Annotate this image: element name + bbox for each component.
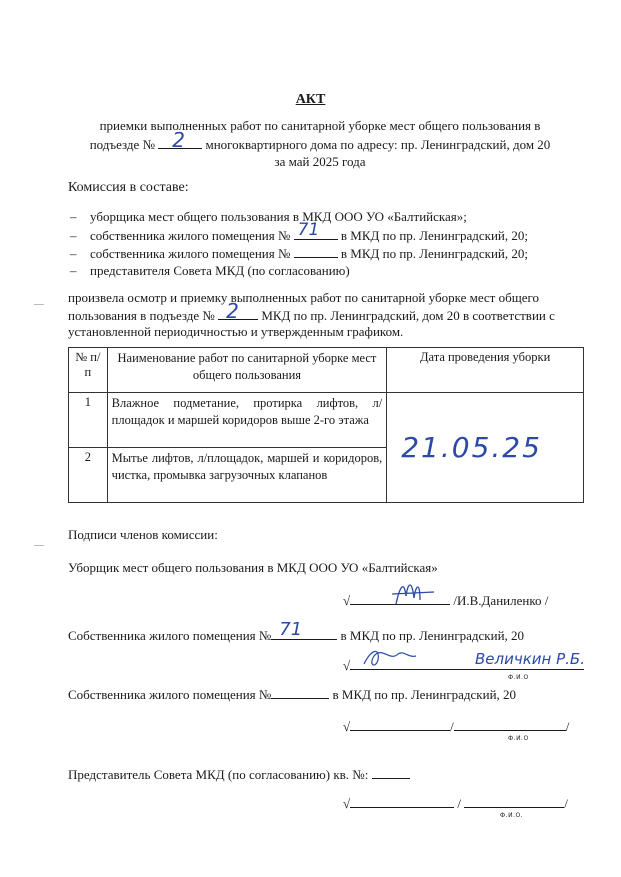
subtitle-line-1: приемки выполненных работ по санитарной уборке мест общего пользования в (99, 118, 541, 133)
margin-mark (34, 304, 44, 305)
signatures-heading: Подписи членов комиссии: (68, 527, 218, 542)
cleaner-signature-line: √ /И.В.Даниленко / (343, 593, 549, 608)
entrance-number-field (218, 299, 258, 323)
document-title: АКТ (295, 92, 326, 107)
subtitle-line-2: подъезде № 2 многоквартирного дома по адресу: пр. Ленинградский, дом 20 (89, 128, 551, 152)
owner1-apartment-handwritten: 71 (279, 619, 303, 640)
owner1-fio-caption: Ф.И.О (508, 674, 529, 681)
header-number: № п/п (69, 348, 108, 393)
table-header-row (69, 348, 584, 393)
owner2-signature-line: √ / / (343, 719, 570, 734)
header-date: Дата проведения уборки (387, 348, 584, 393)
member-item: – представителя Совета МКД (по согласованию) (70, 263, 350, 278)
row-work: Влажное подметание, протирка лифтов, л/площадок и маршей коридоров выше 2-го этажа (107, 393, 387, 448)
owner1-apartment-field (271, 619, 337, 640)
representative-fio-caption: Ф.И.О. (500, 812, 524, 819)
margin-mark (34, 545, 44, 546)
owner2-line: Собственника жилого помещения № в МКД по пр. Ленинградский, 20 (68, 687, 517, 702)
paragraph-line-1: произвела осмотр и приемку выполненных работ по санитарной уборке мест общего (68, 290, 540, 305)
subtitle-line-3: за май 2025 года (274, 154, 366, 169)
paragraph-line-2: пользования в подъезде № 2 МКД по пр. Ленинградский, дом 20 в соответствии с (68, 299, 555, 323)
owner2-fio-caption: Ф.И.О (508, 735, 529, 742)
owner2-apartment-field (271, 686, 329, 699)
representative-apartment-field (372, 766, 410, 779)
owner1-name-handwritten: Величкин Р.Б. (475, 650, 585, 668)
cleaner-name: /И.В.Даниленко / (453, 593, 549, 608)
works-table (68, 347, 584, 503)
commission-heading: Комиссия в составе: (68, 180, 189, 195)
entrance-number-handwritten: 2 (172, 128, 185, 152)
owner1-signature (360, 644, 420, 672)
row-number: 2 (69, 448, 108, 503)
apartment-number-handwritten: 71 (297, 220, 320, 240)
apartment-field-blank (294, 245, 338, 258)
row-work: Мытье лифтов, л/площадок, маршей и коридоров, чистка, промывка загрузочных клапанов (107, 448, 387, 503)
cleaner-signature (390, 578, 440, 610)
owner1-signature-line: √ (343, 657, 584, 674)
representative-signature-line: √ / / (343, 796, 568, 811)
entrance-number-field (158, 128, 202, 152)
cleaner-label: Уборщик мест общего пользования в МКД ООО УО «Балтийская» (68, 560, 438, 575)
date-cell (387, 393, 584, 503)
header-work: Наименование работ по санитарной уборке мест общего пользования (107, 348, 387, 393)
representative-line: Представитель Совета МКД (по согласованию) кв. №: (68, 766, 410, 783)
entrance-number-handwritten: 2 (226, 299, 239, 323)
apartment-field (294, 220, 338, 240)
member-item: – собственника жилого помещения № в МКД по пр. Ленинградский, 20; (70, 246, 529, 261)
member-item: – собственника жилого помещения № 71 в МКД по пр. Ленинградский, 20; (70, 220, 529, 243)
owner1-line: Собственника жилого помещения № 71 в МКД по пр. Ленинградский, 20 (68, 619, 525, 643)
cleaning-date-handwritten: 21.05.25 (401, 431, 542, 464)
table-row (69, 393, 584, 448)
row-number: 1 (69, 393, 108, 448)
member-item: – уборщика мест общего пользования в МКД ООО УО «Балтийская»; (70, 209, 467, 224)
paragraph-line-3: установленной периодичностью и утвержденным графиком. (68, 324, 404, 339)
